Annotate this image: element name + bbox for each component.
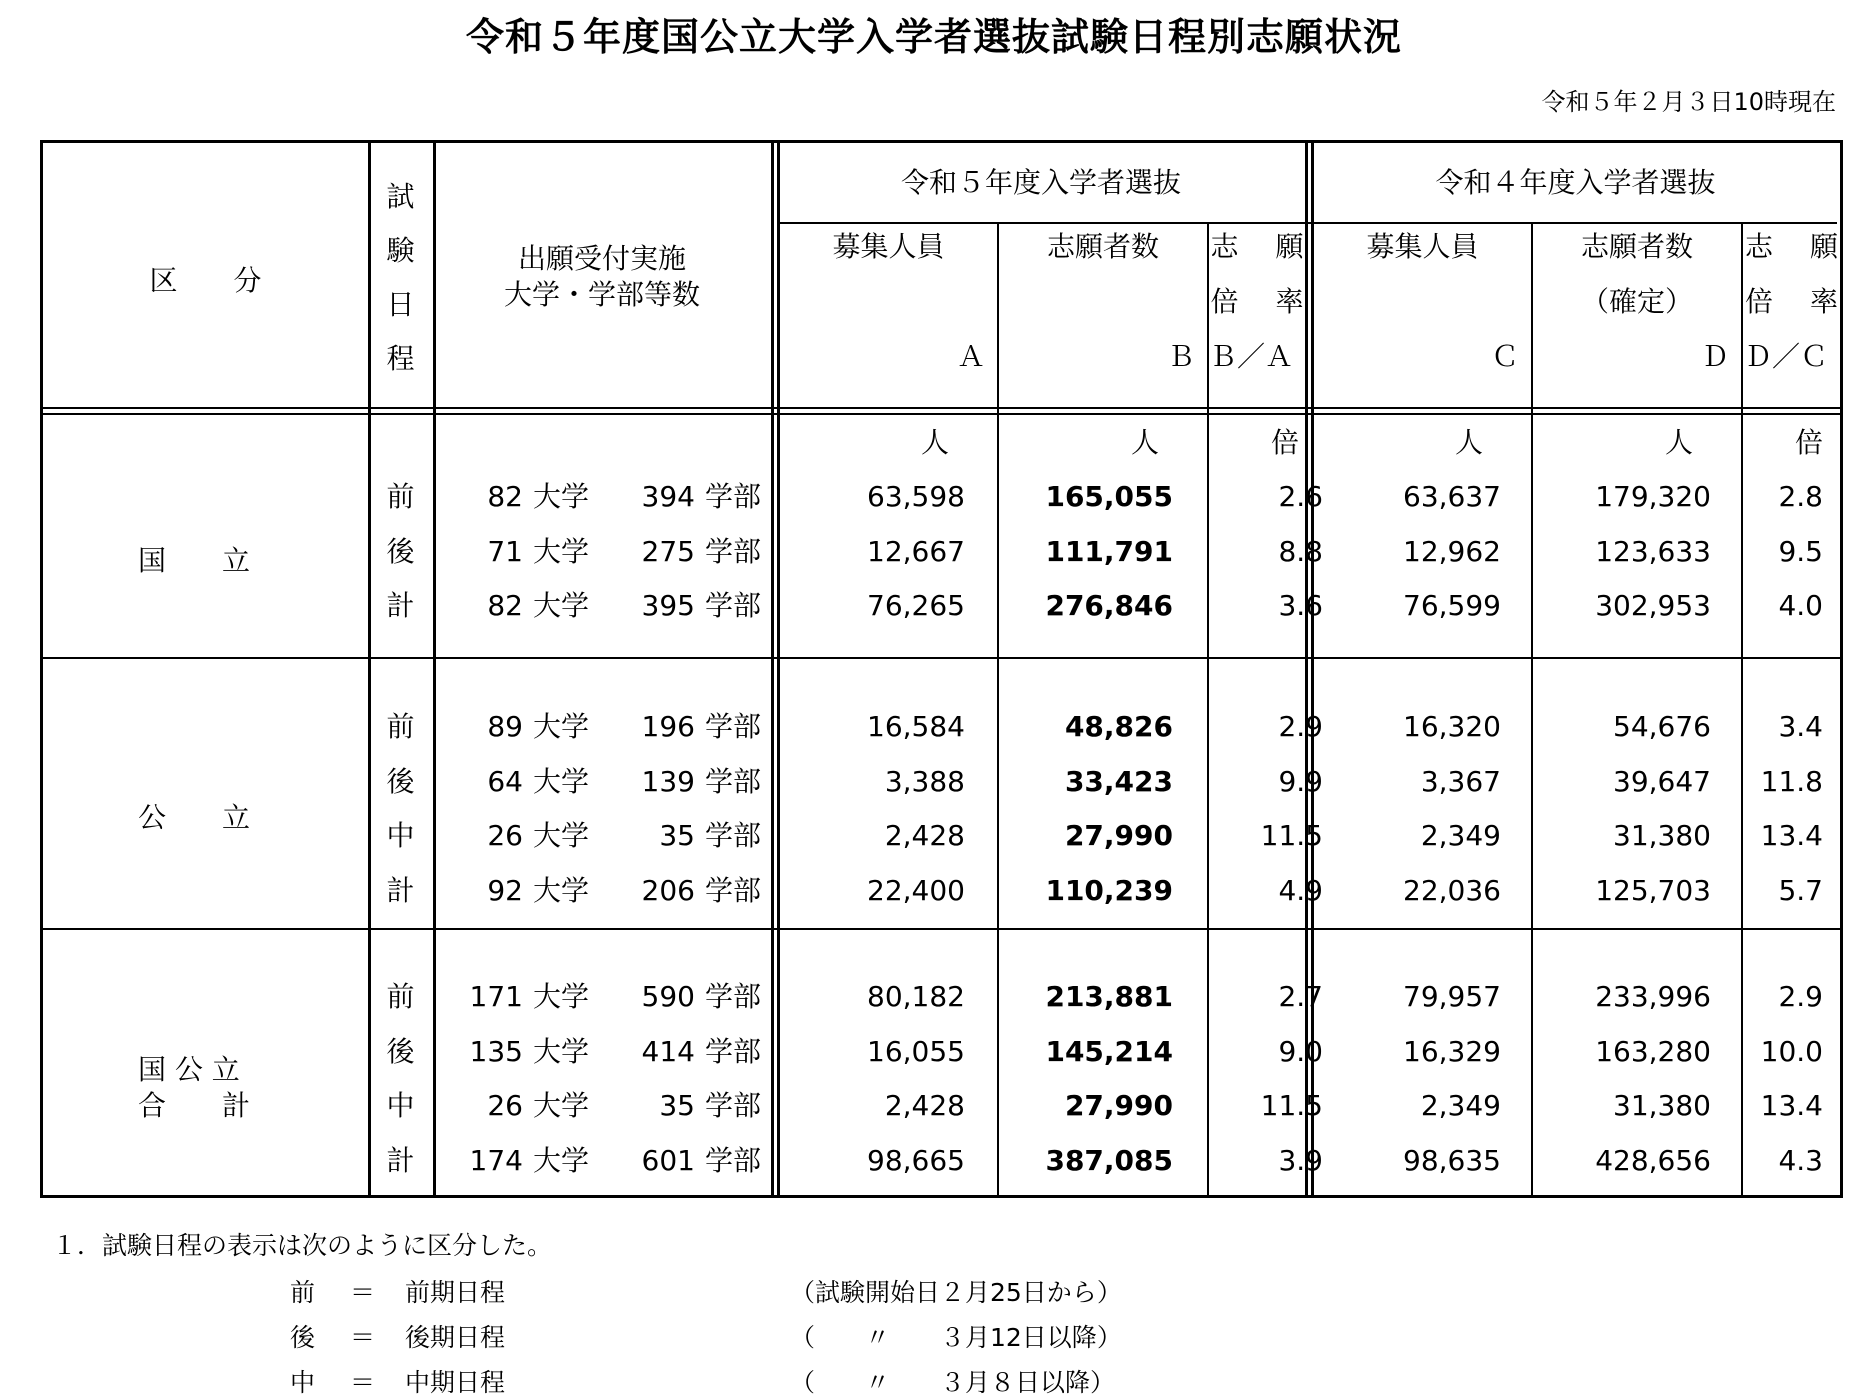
r5-capacity-cell: 98,665 xyxy=(867,1143,965,1177)
header-subcol-letter: Ｄ xyxy=(1700,340,1729,373)
section-divider xyxy=(43,657,1840,659)
r5-applicants-cell: 27,990 xyxy=(1064,1089,1173,1122)
schedule-cell: 前 xyxy=(386,710,415,743)
univ-suffix: 大学 xyxy=(533,873,590,907)
r4-ratio-cell: 3.4 xyxy=(1778,710,1823,743)
notes-heading: １．試験日程の表示は次のように区分した。 xyxy=(52,1231,553,1260)
header-subcol-label: 志願者数 xyxy=(1580,230,1693,263)
header-subcol-label: 志願者数 xyxy=(1046,230,1159,263)
section-divider xyxy=(43,928,1840,930)
r5-capacity-cell: 76,265 xyxy=(867,589,965,622)
schedule-cell: 中 xyxy=(386,1089,415,1122)
r4-capacity-cell: 2,349 xyxy=(1420,819,1501,852)
header-univ-count: 出願受付実施 xyxy=(517,242,686,275)
note-name: 後期日程 xyxy=(405,1323,506,1352)
header-r4-group: 令和４年度入学者選抜 xyxy=(1435,166,1716,199)
r5-capacity-cell: 12,667 xyxy=(867,534,965,568)
r4-capacity-cell: 3,367 xyxy=(1420,764,1501,798)
note-eq: ＝ xyxy=(350,1278,376,1307)
r5-capacity-cell: 22,400 xyxy=(867,873,965,907)
r5-capacity-cell: 63,598 xyxy=(867,480,965,513)
faculty-suffix: 学部 xyxy=(705,480,762,513)
page-title: 令和５年度国公立大学入学者選抜試験日程別志願状況 xyxy=(465,15,1402,59)
r5-applicants-cell: 165,055 xyxy=(1045,480,1173,513)
r5-ratio-cell: 2.6 xyxy=(1278,480,1323,513)
header-subcol-label: 募集人員 xyxy=(1366,230,1479,263)
faculty-suffix: 学部 xyxy=(705,1089,762,1122)
univ-suffix: 大学 xyxy=(533,1034,590,1068)
header-subcol-label: 志 願 xyxy=(1210,230,1304,263)
r5-capacity-cell: 3,388 xyxy=(884,764,965,798)
header-divider-double xyxy=(43,407,1840,409)
unit-label: 人 xyxy=(920,426,949,459)
r5-capacity-cell: 16,055 xyxy=(867,1034,965,1068)
r4-ratio-cell: 13.4 xyxy=(1760,819,1823,852)
header-schedule-char: 日 xyxy=(386,288,415,321)
r4-applicants-cell: 428,656 xyxy=(1595,1143,1711,1177)
r5-applicants-cell: 387,085 xyxy=(1045,1143,1173,1177)
group-header-divider xyxy=(777,222,1837,224)
faculty-count-cell: 590 xyxy=(641,980,695,1013)
univ-count-cell: 82 xyxy=(487,480,523,513)
r4-ratio-cell: 5.7 xyxy=(1778,873,1823,907)
r4-applicants-cell: 31,380 xyxy=(1613,1089,1711,1122)
schedule-cell: 後 xyxy=(386,534,415,568)
r4-capacity-cell: 22,036 xyxy=(1403,873,1501,907)
univ-count-cell: 174 xyxy=(469,1143,523,1177)
univ-suffix: 大学 xyxy=(533,534,590,568)
unit-label: 倍 xyxy=(1794,426,1823,459)
univ-suffix: 大学 xyxy=(533,819,590,852)
header-subcol-label: 倍 率 xyxy=(1745,285,1838,318)
note-key: 中 xyxy=(290,1368,316,1397)
univ-count-cell: 26 xyxy=(487,1089,523,1122)
faculty-count-cell: 196 xyxy=(641,710,695,743)
r5-applicants-cell: 276,846 xyxy=(1045,589,1173,622)
col-divider-double xyxy=(771,143,774,1195)
r4-ratio-cell: 9.5 xyxy=(1778,534,1823,568)
unit-label: 人 xyxy=(1664,426,1693,459)
unit-label: 倍 xyxy=(1270,426,1299,459)
header-schedule-char: 験 xyxy=(386,234,415,267)
section-label: 国 公 立 xyxy=(138,1053,240,1086)
note-eq: ＝ xyxy=(350,1323,376,1352)
r5-ratio-cell: 3.6 xyxy=(1278,589,1323,622)
header-schedule-char: 試 xyxy=(386,180,415,213)
univ-suffix: 大学 xyxy=(533,1143,590,1177)
r4-ratio-cell: 4.3 xyxy=(1778,1143,1823,1177)
note-name: 前期日程 xyxy=(405,1278,506,1307)
header-subcol-label: （確定） xyxy=(1580,285,1693,318)
univ-count-cell: 89 xyxy=(487,710,523,743)
faculty-count-cell: 395 xyxy=(641,589,695,622)
r5-ratio-cell: 8.8 xyxy=(1278,534,1323,568)
r5-applicants-cell: 33,423 xyxy=(1064,764,1173,798)
r4-capacity-cell: 79,957 xyxy=(1403,980,1501,1013)
faculty-suffix: 学部 xyxy=(705,534,762,568)
r5-capacity-cell: 80,182 xyxy=(867,980,965,1013)
header-univ-count: 大学・学部等数 xyxy=(503,278,700,311)
r4-capacity-cell: 16,329 xyxy=(1403,1034,1501,1068)
faculty-suffix: 学部 xyxy=(705,873,762,907)
note-name: 中期日程 xyxy=(405,1368,506,1397)
unit-label: 人 xyxy=(1130,426,1159,459)
header-divider-double xyxy=(43,413,1840,415)
col-divider-double xyxy=(777,143,780,1195)
application-status-table xyxy=(40,140,1843,1198)
as-of-date: 令和５年２月３日10時現在 xyxy=(1541,88,1836,116)
note-eq: ＝ xyxy=(350,1368,376,1397)
note-detail: （ 〃 ３月８日以降） xyxy=(790,1368,1116,1397)
schedule-cell: 後 xyxy=(386,764,415,798)
r4-applicants-cell: 302,953 xyxy=(1595,589,1711,622)
section-label: 公 立 xyxy=(138,801,251,834)
header-subcol-letter: Ｂ xyxy=(1166,340,1195,373)
note-key: 後 xyxy=(290,1323,316,1352)
r4-ratio-cell: 2.9 xyxy=(1778,980,1823,1013)
header-subcol-letter: Ａ xyxy=(956,340,985,373)
r4-ratio-cell: 13.4 xyxy=(1760,1089,1823,1122)
univ-suffix: 大学 xyxy=(533,480,590,513)
univ-suffix: 大学 xyxy=(533,1089,590,1122)
r4-ratio-cell: 4.0 xyxy=(1778,589,1823,622)
faculty-suffix: 学部 xyxy=(705,710,762,743)
r5-applicants-cell: 27,990 xyxy=(1064,819,1173,852)
schedule-cell: 前 xyxy=(386,980,415,1013)
faculty-suffix: 学部 xyxy=(705,1034,762,1068)
schedule-cell: 前 xyxy=(386,480,415,513)
r5-ratio-cell: 9.0 xyxy=(1278,1034,1323,1068)
r4-applicants-cell: 179,320 xyxy=(1595,480,1711,513)
faculty-suffix: 学部 xyxy=(705,819,762,852)
faculty-count-cell: 394 xyxy=(641,480,695,513)
r4-ratio-cell: 2.8 xyxy=(1778,480,1823,513)
r4-ratio-cell: 11.8 xyxy=(1760,764,1823,798)
faculty-suffix: 学部 xyxy=(705,764,762,798)
r5-applicants-cell: 110,239 xyxy=(1045,873,1173,907)
header-subcol-label: 募集人員 xyxy=(832,230,945,263)
header-subcol-letter: Ｃ xyxy=(1490,340,1519,373)
r5-capacity-cell: 2,428 xyxy=(884,1089,965,1122)
faculty-suffix: 学部 xyxy=(705,589,762,622)
r4-applicants-cell: 125,703 xyxy=(1595,873,1711,907)
univ-count-cell: 26 xyxy=(487,819,523,852)
univ-suffix: 大学 xyxy=(533,764,590,798)
r5-applicants-cell: 213,881 xyxy=(1045,980,1173,1013)
r4-capacity-cell: 2,349 xyxy=(1420,1089,1501,1122)
header-subcol-label: 倍 率 xyxy=(1210,285,1304,318)
univ-suffix: 大学 xyxy=(533,589,590,622)
r5-ratio-cell: 2.9 xyxy=(1278,710,1323,743)
section-label: 合 計 xyxy=(138,1089,251,1122)
header-subcol-letter: Ｄ／Ｃ xyxy=(1743,340,1828,373)
univ-count-cell: 71 xyxy=(487,534,523,568)
note-key: 前 xyxy=(290,1278,316,1307)
univ-count-cell: 92 xyxy=(487,873,523,907)
section-label: 国 立 xyxy=(138,543,251,577)
r4-applicants-cell: 31,380 xyxy=(1613,819,1711,852)
header-kubun: 区 分 xyxy=(149,264,262,297)
header-subcol-letter: Ｂ／Ａ xyxy=(1209,340,1294,373)
faculty-count-cell: 206 xyxy=(641,873,695,907)
unit-label: 人 xyxy=(1454,426,1483,459)
faculty-count-cell: 35 xyxy=(659,1089,695,1122)
univ-suffix: 大学 xyxy=(533,710,590,743)
r4-capacity-cell: 76,599 xyxy=(1403,589,1501,622)
note-detail: （試験開始日２月25日から） xyxy=(790,1278,1122,1307)
r5-ratio-cell: 4.9 xyxy=(1278,873,1323,907)
r4-capacity-cell: 12,962 xyxy=(1403,534,1501,568)
univ-count-cell: 82 xyxy=(487,589,523,622)
univ-count-cell: 64 xyxy=(487,764,523,798)
faculty-count-cell: 414 xyxy=(641,1034,695,1068)
r5-applicants-cell: 48,826 xyxy=(1064,710,1173,743)
r4-capacity-cell: 98,635 xyxy=(1403,1143,1501,1177)
schedule-cell: 計 xyxy=(386,873,415,907)
faculty-suffix: 学部 xyxy=(705,980,762,1013)
schedule-cell: 計 xyxy=(386,589,415,622)
faculty-count-cell: 275 xyxy=(641,534,695,568)
schedule-cell: 後 xyxy=(386,1034,415,1068)
univ-suffix: 大学 xyxy=(533,980,590,1013)
r5-ratio-cell: 3.9 xyxy=(1278,1143,1323,1177)
r5-capacity-cell: 2,428 xyxy=(884,819,965,852)
r4-applicants-cell: 233,996 xyxy=(1595,980,1711,1013)
r4-applicants-cell: 163,280 xyxy=(1595,1034,1711,1068)
univ-count-cell: 135 xyxy=(469,1034,523,1068)
faculty-count-cell: 35 xyxy=(659,819,695,852)
r4-applicants-cell: 123,633 xyxy=(1595,534,1711,568)
r5-applicants-cell: 145,214 xyxy=(1045,1034,1173,1068)
schedule-cell: 計 xyxy=(386,1143,415,1177)
r5-applicants-cell: 111,791 xyxy=(1045,534,1173,568)
r5-ratio-cell: 2.7 xyxy=(1278,980,1323,1013)
faculty-count-cell: 601 xyxy=(641,1143,695,1177)
r4-capacity-cell: 63,637 xyxy=(1403,480,1501,513)
note-detail: （ 〃 ３月12日以降） xyxy=(790,1323,1122,1352)
header-r5-group: 令和５年度入学者選抜 xyxy=(900,166,1181,199)
header-schedule-char: 程 xyxy=(386,342,415,375)
r5-ratio-cell: 11.5 xyxy=(1260,1089,1323,1122)
r5-ratio-cell: 9.9 xyxy=(1278,764,1323,798)
r4-ratio-cell: 10.0 xyxy=(1760,1034,1823,1068)
schedule-cell: 中 xyxy=(386,819,415,852)
r4-applicants-cell: 39,647 xyxy=(1613,764,1711,798)
faculty-count-cell: 139 xyxy=(641,764,695,798)
r5-ratio-cell: 11.5 xyxy=(1260,819,1323,852)
faculty-suffix: 学部 xyxy=(705,1143,762,1177)
r4-applicants-cell: 54,676 xyxy=(1613,710,1711,743)
r4-capacity-cell: 16,320 xyxy=(1403,710,1501,743)
r5-capacity-cell: 16,584 xyxy=(867,710,965,743)
univ-count-cell: 171 xyxy=(469,980,523,1013)
header-subcol-label: 志 願 xyxy=(1745,230,1838,263)
